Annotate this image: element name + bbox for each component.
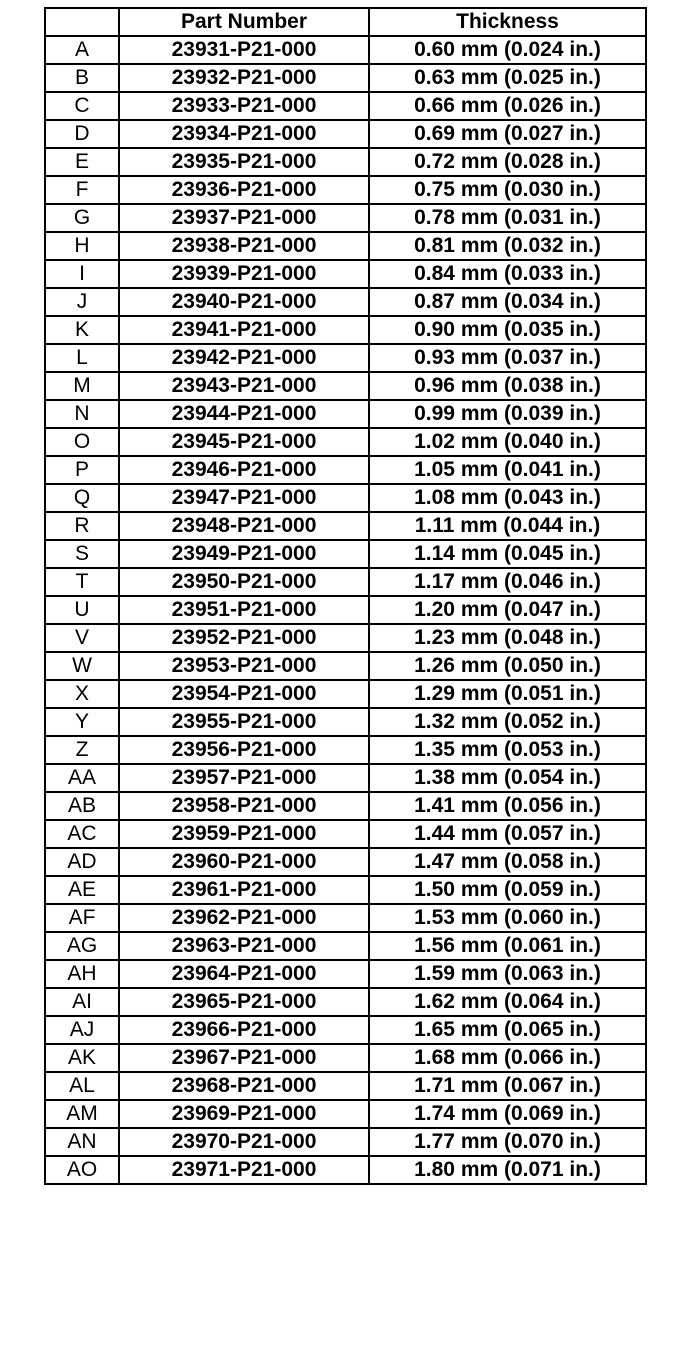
cell-thickness: 0.60 mm (0.024 in.): [369, 36, 646, 64]
cell-thickness: 0.87 mm (0.034 in.): [369, 288, 646, 316]
column-header-part-number: Part Number: [119, 8, 369, 36]
cell-part-number: 23955-P21-000: [119, 708, 369, 736]
cell-part-number: 23934-P21-000: [119, 120, 369, 148]
cell-part-number: 23944-P21-000: [119, 400, 369, 428]
cell-thickness: 1.11 mm (0.044 in.): [369, 512, 646, 540]
cell-part-number: 23946-P21-000: [119, 456, 369, 484]
cell-part-number: 23952-P21-000: [119, 624, 369, 652]
cell-thickness: 1.50 mm (0.059 in.): [369, 876, 646, 904]
cell-code: V: [45, 624, 119, 652]
cell-part-number: 23948-P21-000: [119, 512, 369, 540]
cell-part-number: 23967-P21-000: [119, 1044, 369, 1072]
cell-code: L: [45, 344, 119, 372]
cell-part-number: 23939-P21-000: [119, 260, 369, 288]
cell-thickness: 1.77 mm (0.070 in.): [369, 1128, 646, 1156]
table-row: [45, 848, 646, 876]
cell-thickness: 0.99 mm (0.039 in.): [369, 400, 646, 428]
table-row: [45, 484, 646, 512]
cell-code: Z: [45, 736, 119, 764]
cell-part-number: 23953-P21-000: [119, 652, 369, 680]
cell-thickness: 1.23 mm (0.048 in.): [369, 624, 646, 652]
cell-part-number: 23933-P21-000: [119, 92, 369, 120]
cell-part-number: 23938-P21-000: [119, 232, 369, 260]
cell-code: AC: [45, 820, 119, 848]
cell-part-number: 23954-P21-000: [119, 680, 369, 708]
table-row: [45, 932, 646, 960]
cell-part-number: 23941-P21-000: [119, 316, 369, 344]
cell-code: H: [45, 232, 119, 260]
table-row: [45, 624, 646, 652]
cell-part-number: 23931-P21-000: [119, 36, 369, 64]
cell-code: F: [45, 176, 119, 204]
cell-thickness: 0.75 mm (0.030 in.): [369, 176, 646, 204]
cell-part-number: 23964-P21-000: [119, 960, 369, 988]
cell-thickness: 0.78 mm (0.031 in.): [369, 204, 646, 232]
cell-code: AH: [45, 960, 119, 988]
table-row: [45, 148, 646, 176]
column-header-code: [45, 8, 119, 36]
cell-thickness: 1.08 mm (0.043 in.): [369, 484, 646, 512]
table-row: [45, 876, 646, 904]
cell-code: N: [45, 400, 119, 428]
cell-part-number: 23937-P21-000: [119, 204, 369, 232]
cell-part-number: 23962-P21-000: [119, 904, 369, 932]
cell-thickness: 0.66 mm (0.026 in.): [369, 92, 646, 120]
cell-code: B: [45, 64, 119, 92]
table-row: [45, 820, 646, 848]
cell-code: G: [45, 204, 119, 232]
table-row: [45, 428, 646, 456]
cell-part-number: 23949-P21-000: [119, 540, 369, 568]
cell-thickness: 0.72 mm (0.028 in.): [369, 148, 646, 176]
table-row: [45, 260, 646, 288]
cell-part-number: 23936-P21-000: [119, 176, 369, 204]
table-row: [45, 764, 646, 792]
cell-code: M: [45, 372, 119, 400]
cell-thickness: 1.74 mm (0.069 in.): [369, 1100, 646, 1128]
cell-part-number: 23971-P21-000: [119, 1156, 369, 1184]
cell-part-number: 23968-P21-000: [119, 1072, 369, 1100]
table-row: [45, 652, 646, 680]
cell-thickness: 1.56 mm (0.061 in.): [369, 932, 646, 960]
table-row: [45, 36, 646, 64]
cell-code: P: [45, 456, 119, 484]
cell-thickness: 0.81 mm (0.032 in.): [369, 232, 646, 260]
cell-part-number: 23947-P21-000: [119, 484, 369, 512]
cell-code: C: [45, 92, 119, 120]
cell-code: S: [45, 540, 119, 568]
cell-code: AN: [45, 1128, 119, 1156]
cell-code: AE: [45, 876, 119, 904]
table-row: [45, 316, 646, 344]
table-row: [45, 596, 646, 624]
cell-code: AB: [45, 792, 119, 820]
cell-thickness: 1.71 mm (0.067 in.): [369, 1072, 646, 1100]
column-header-thickness: Thickness: [369, 8, 646, 36]
cell-thickness: 1.38 mm (0.054 in.): [369, 764, 646, 792]
cell-code: W: [45, 652, 119, 680]
cell-code: I: [45, 260, 119, 288]
cell-part-number: 23965-P21-000: [119, 988, 369, 1016]
cell-thickness: 1.53 mm (0.060 in.): [369, 904, 646, 932]
table-row: [45, 400, 646, 428]
table-row: [45, 120, 646, 148]
table-row: [45, 288, 646, 316]
cell-part-number: 23940-P21-000: [119, 288, 369, 316]
cell-code: AO: [45, 1156, 119, 1184]
cell-part-number: 23945-P21-000: [119, 428, 369, 456]
cell-thickness: 1.02 mm (0.040 in.): [369, 428, 646, 456]
cell-part-number: 23957-P21-000: [119, 764, 369, 792]
cell-thickness: 1.14 mm (0.045 in.): [369, 540, 646, 568]
cell-code: AM: [45, 1100, 119, 1128]
cell-thickness: 1.80 mm (0.071 in.): [369, 1156, 646, 1184]
cell-code: Y: [45, 708, 119, 736]
table-row: [45, 708, 646, 736]
table-body: [45, 36, 646, 1184]
cell-thickness: 0.63 mm (0.025 in.): [369, 64, 646, 92]
table-row: [45, 204, 646, 232]
cell-part-number: 23956-P21-000: [119, 736, 369, 764]
cell-code: AA: [45, 764, 119, 792]
table-row: [45, 372, 646, 400]
cell-code: K: [45, 316, 119, 344]
shim-thickness-table: [44, 7, 647, 1185]
cell-code: R: [45, 512, 119, 540]
table-row: [45, 988, 646, 1016]
cell-thickness: 1.62 mm (0.064 in.): [369, 988, 646, 1016]
table-row: [45, 456, 646, 484]
cell-thickness: 1.41 mm (0.056 in.): [369, 792, 646, 820]
cell-code: AI: [45, 988, 119, 1016]
cell-thickness: 1.47 mm (0.058 in.): [369, 848, 646, 876]
table-row: [45, 1100, 646, 1128]
table-row: [45, 512, 646, 540]
cell-code: Q: [45, 484, 119, 512]
cell-code: AL: [45, 1072, 119, 1100]
cell-code: A: [45, 36, 119, 64]
cell-code: E: [45, 148, 119, 176]
cell-part-number: 23958-P21-000: [119, 792, 369, 820]
cell-thickness: 0.84 mm (0.033 in.): [369, 260, 646, 288]
table-row: [45, 344, 646, 372]
cell-code: U: [45, 596, 119, 624]
table-row: [45, 64, 646, 92]
table-row: [45, 960, 646, 988]
cell-thickness: 1.68 mm (0.066 in.): [369, 1044, 646, 1072]
cell-part-number: 23963-P21-000: [119, 932, 369, 960]
cell-thickness: 1.44 mm (0.057 in.): [369, 820, 646, 848]
cell-code: AD: [45, 848, 119, 876]
table-row: [45, 176, 646, 204]
cell-thickness: 0.96 mm (0.038 in.): [369, 372, 646, 400]
cell-thickness: 1.20 mm (0.047 in.): [369, 596, 646, 624]
table-row: [45, 1128, 646, 1156]
cell-thickness: 1.17 mm (0.046 in.): [369, 568, 646, 596]
table-row: [45, 1072, 646, 1100]
cell-part-number: 23961-P21-000: [119, 876, 369, 904]
cell-thickness: 1.05 mm (0.041 in.): [369, 456, 646, 484]
cell-thickness: 1.26 mm (0.050 in.): [369, 652, 646, 680]
cell-part-number: 23970-P21-000: [119, 1128, 369, 1156]
table-row: [45, 232, 646, 260]
table-row: [45, 680, 646, 708]
cell-thickness: 1.35 mm (0.053 in.): [369, 736, 646, 764]
cell-code: D: [45, 120, 119, 148]
table-row: [45, 1156, 646, 1184]
table-row: [45, 540, 646, 568]
table-header-row: [45, 8, 646, 36]
cell-part-number: 23943-P21-000: [119, 372, 369, 400]
cell-code: AF: [45, 904, 119, 932]
table-row: [45, 904, 646, 932]
cell-part-number: 23959-P21-000: [119, 820, 369, 848]
cell-thickness: 0.90 mm (0.035 in.): [369, 316, 646, 344]
shim-table-sheet: [44, 7, 647, 1185]
cell-thickness: 0.69 mm (0.027 in.): [369, 120, 646, 148]
table-row: [45, 1016, 646, 1044]
cell-code: T: [45, 568, 119, 596]
table-row: [45, 1044, 646, 1072]
table-row: [45, 736, 646, 764]
cell-code: AK: [45, 1044, 119, 1072]
cell-part-number: 23950-P21-000: [119, 568, 369, 596]
cell-code: X: [45, 680, 119, 708]
cell-thickness: 0.93 mm (0.037 in.): [369, 344, 646, 372]
cell-part-number: 23969-P21-000: [119, 1100, 369, 1128]
cell-thickness: 1.59 mm (0.063 in.): [369, 960, 646, 988]
cell-part-number: 23960-P21-000: [119, 848, 369, 876]
cell-code: O: [45, 428, 119, 456]
cell-thickness: 1.65 mm (0.065 in.): [369, 1016, 646, 1044]
cell-part-number: 23942-P21-000: [119, 344, 369, 372]
table-row: [45, 92, 646, 120]
cell-code: AG: [45, 932, 119, 960]
cell-thickness: 1.29 mm (0.051 in.): [369, 680, 646, 708]
cell-thickness: 1.32 mm (0.052 in.): [369, 708, 646, 736]
table-row: [45, 792, 646, 820]
cell-code: AJ: [45, 1016, 119, 1044]
cell-part-number: 23935-P21-000: [119, 148, 369, 176]
cell-code: J: [45, 288, 119, 316]
table-row: [45, 568, 646, 596]
cell-part-number: 23951-P21-000: [119, 596, 369, 624]
cell-part-number: 23932-P21-000: [119, 64, 369, 92]
cell-part-number: 23966-P21-000: [119, 1016, 369, 1044]
